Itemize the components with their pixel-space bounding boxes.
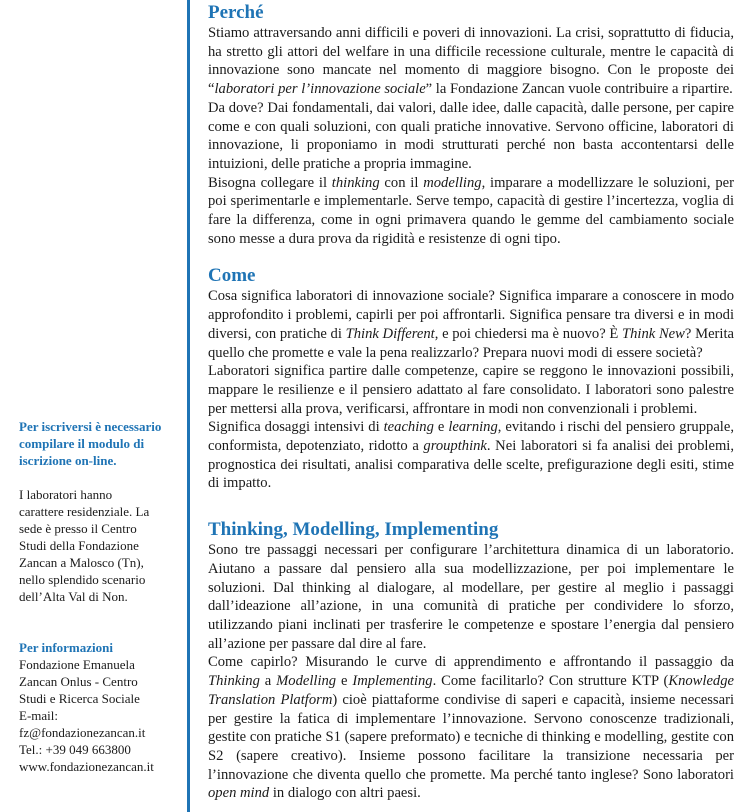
org-line-2: Zancan Onlus - Centro bbox=[19, 674, 138, 689]
section-thinking-modelling-implementing bbox=[208, 519, 734, 803]
org-line-3: Studi e Ricerca Sociale bbox=[19, 691, 140, 706]
email-link[interactable]: fz@fondazionezancan.it bbox=[19, 725, 146, 740]
vertical-divider-rule bbox=[187, 0, 190, 812]
section-title-come: Come bbox=[208, 265, 256, 287]
come-paragraph-3: Significa dosaggi intensivi di teaching e learning, evitando i rischi del pensiero gruppale, conformista, depotenziato, ridotto a groupthink. Nei laboratori si fa analisi dei problemi, prognostica dei risultati, analisi comparativa delle scelte, prefigurazione degli esiti, stime di impatto. bbox=[208, 419, 734, 492]
come-paragraph-2: Laboratori significa partire dalle competenze, capire se reggono le innovazioni possibili, mappare le resilienze e il pensiero adattato al fare consolidato. I laboratori sono palestre per mettersi alla prova, verificarsi, affrontare in modi non convenzionali i problemi. bbox=[208, 363, 734, 417]
email-label: E-mail: bbox=[19, 708, 58, 723]
tmi-paragraph-2: Come capirlo? Misurando le curve di apprendimento e affrontando il passaggio da Thinking a Modelling e Implementing. Come facilitarlo? Con strutture KTP (Knowledge Translation Platform) cioè piattaforme condivise di saperi e capacità, insieme necessari per gestire la fatica di implementare l’innovazione. Servono conoscenze tradizionali, gestite con pratiche S1 (sapere preformato) e tecniche di thinking e modelling, gestite con S2 (sapere creativo). Insieme possono facilitare la transizione necessaria per l’innovazione che diventa quello che promette. Ma perché tanto inglese? Sono laboratori open mind in dialogo con altri paesi. bbox=[208, 654, 735, 802]
perche-paragraph-1: Stiamo attraversando anni difficili e poveri di innovazioni. La crisi, soprattutto di fiducia, ha stretto gli attori del welfare in una difficile recessione culturale, mentre le capacità di innovazione sono mancate nel momento di maggiore bisogno. Con le proposte dei “laboratori per l’innovazione sociale” la Fondazione Zancan vuole contribuire a ripartire. bbox=[208, 25, 734, 98]
residential-info: I laboratori hanno carattere residenziale. La sede è presso il Centro Studi della Fondazione Zancan a Malosco (Tn), nello splendido scenario dell’Alta Val di Non. bbox=[19, 487, 150, 604]
phone-number: Tel.: +39 049 663800 bbox=[19, 742, 131, 757]
perche-paragraph-2: Da dove? Dai fondamentali, dai valori, dalle idee, dalle capacità, dalle persone, per capire come e con quali soluzioni, con quali pratiche innovative. Servono officine, laboratori di innovazione, li proponiamo in modi strutturati perché non basta accontentarsi delle intuizioni, delle pratiche a propria immagine. bbox=[208, 99, 734, 172]
website-link[interactable]: www.fondazionezancan.it bbox=[19, 759, 154, 774]
section-perche bbox=[208, 2, 734, 248]
main-content bbox=[208, 2, 734, 803]
sidebar bbox=[19, 418, 177, 775]
info-heading: Per informazioni bbox=[19, 640, 113, 655]
come-paragraph-1: Cosa significa laboratori di innovazione sociale? Significa imparare a conoscere in modo approfondito i problemi, capirli per poi affrontarli. Significa pensare tra diversi e in modi diversi, con pratiche di Think Different, e poi chiedersi ma è nuovo? È Think New? Merita quello che promette e vale la pena realizzarlo? Prepara nuovi modi di essere società? bbox=[208, 288, 734, 361]
section-title-tmi: Thinking, Modelling, Implementing bbox=[208, 519, 499, 541]
tmi-paragraph-1: Sono tre passaggi necessari per configurare l’architettura dinamica di un laboratorio. Aiutano a passare dal pensiero alla sua modellizzazione, per poi implementare le soluzioni. Dal thinking al dialogare, al modellare, per gestire al meglio i passaggi dall’ideazione all’azione, in una comunità di pratiche per condividere lo sforzo, utilizzando piani inclinati per trasferire le competenze e spostare l’energia dal pensiero all’azione per passare dal dire al fare. bbox=[208, 542, 734, 652]
perche-paragraph-3: Bisogna collegare il thinking con il modelling, imparare a modellizzare le soluzioni, per poi sperimentarle e implementarle. Serve tempo, capacità di gestire l’incertezza, voglia di fare la differenza, come in ogni primavera quando le gemme del cambiamento sociale sono messe a dura prova da rigidità e resistenze di ogni tipo. bbox=[208, 174, 734, 247]
org-line-1: Fondazione Emanuela bbox=[19, 657, 135, 672]
registration-notice: Per iscriversi è necessario compilare il modulo di iscrizione on-line. bbox=[19, 419, 162, 468]
section-title-perche: Perché bbox=[208, 2, 264, 23]
section-come bbox=[208, 265, 734, 493]
